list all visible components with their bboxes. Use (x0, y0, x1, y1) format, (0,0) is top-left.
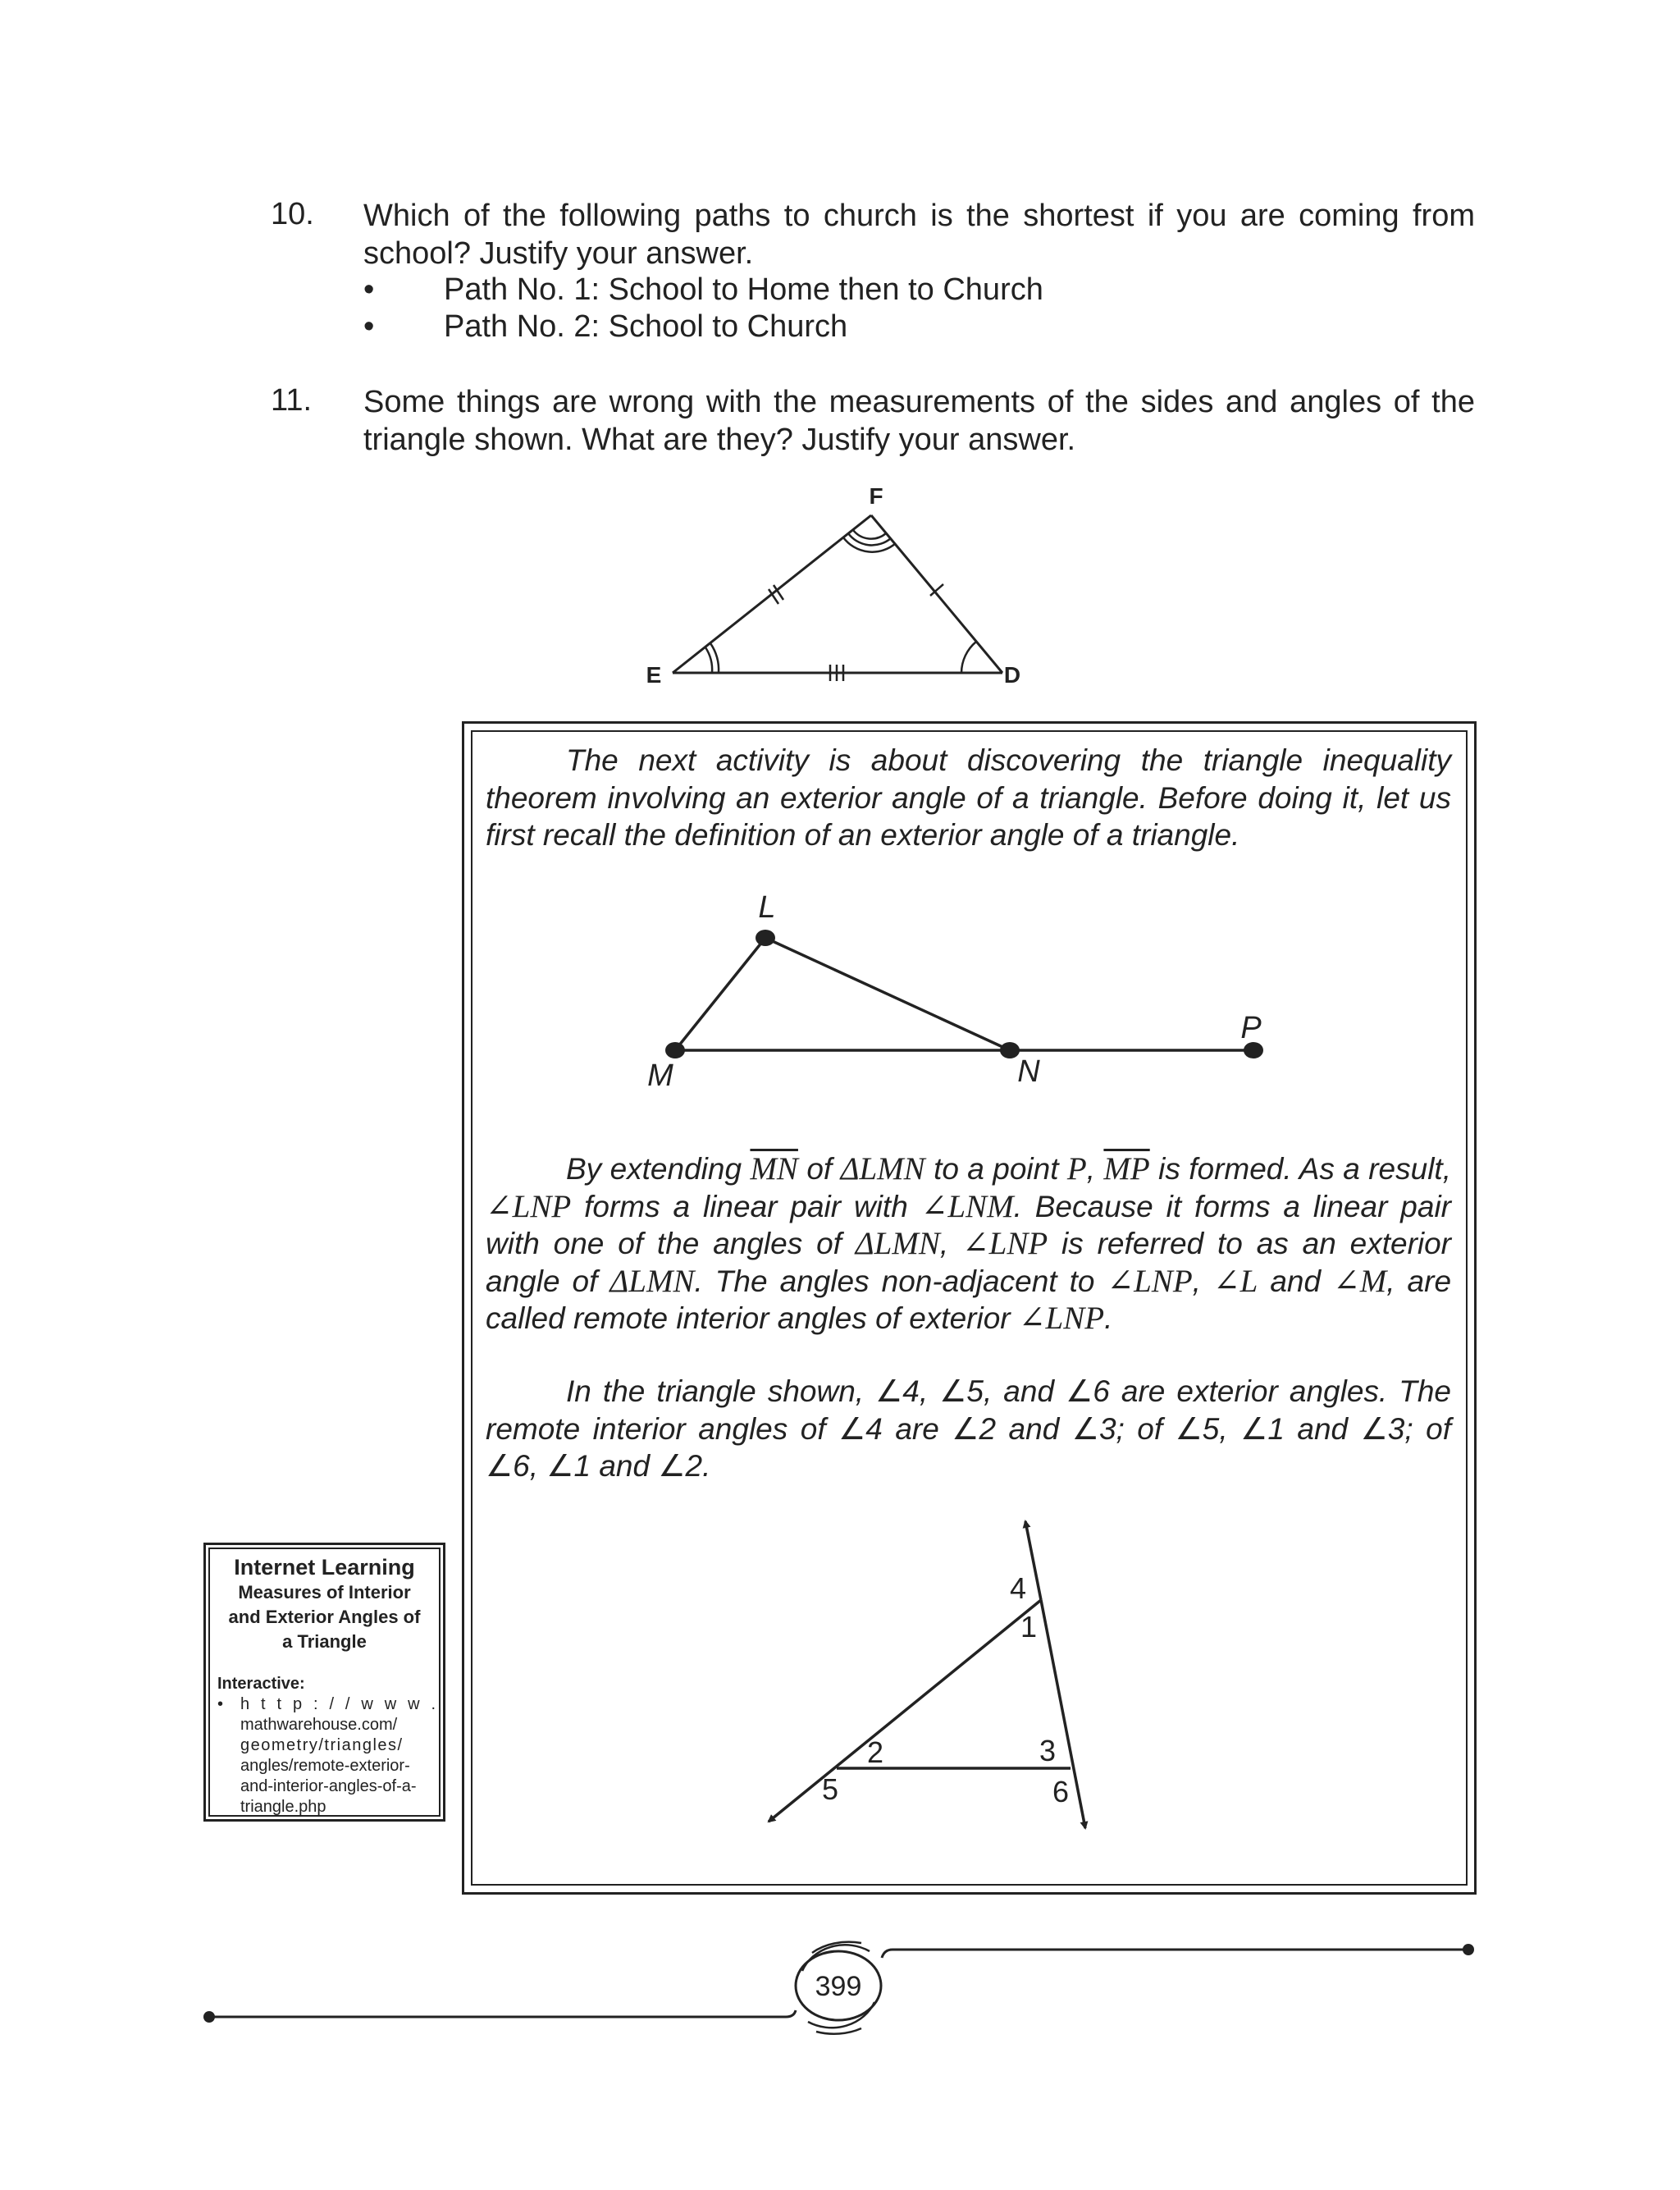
question-10-number: 10. (271, 197, 314, 231)
triangle-lmn-ref: ΔLMN (840, 1151, 925, 1186)
internet-learning-box (203, 1543, 445, 1822)
bullet-symbol: • (363, 309, 375, 344)
p2-text: , (1192, 1264, 1213, 1298)
angle-lnp-ref: ∠LNP (962, 1226, 1048, 1261)
p2-text: forms a linear pair with (571, 1189, 921, 1223)
vertex-label-e: E (646, 662, 662, 688)
activity-intro: The next activity is about discovering the triangle inequality theorem involving an exterior angle of a triangle. Before doing it, let us first recall the definition of an exterior angle of a triangle. (486, 743, 1451, 852)
angle-lnp-ref: ∠LNP (1107, 1263, 1193, 1299)
angle-lnp-ref: ∠LNP (1018, 1301, 1105, 1336)
bullet-text: Path No. 2: School to Church (444, 309, 848, 344)
point-label-p: P (1240, 1011, 1262, 1045)
angle-lnm-ref: ∠LNM (920, 1188, 1014, 1224)
url-line-4[interactable]: angles/remote-exterior- (240, 1757, 410, 1775)
vertex-label-d: D (1003, 662, 1021, 688)
p2-text: . Because it forms a linear pair with one of the angles of (486, 1189, 1452, 1260)
exterior-angles-figure (462, 1502, 1477, 1846)
url-line-5[interactable]: and-interior-angles-of-a- (240, 1777, 417, 1795)
angle-m-ref: ∠M (1333, 1263, 1387, 1299)
p2-text: of (797, 1152, 841, 1186)
angle-label-1: 1 (1020, 1610, 1038, 1644)
p2-text: , (1086, 1152, 1104, 1186)
angle-lnp-ref: ∠LNP (486, 1188, 572, 1224)
internet-learning-subtitle-2: and Exterior Angles of (228, 1607, 421, 1627)
p2-text: , are called remote interior angles of exterior (486, 1264, 1452, 1335)
p2-text: is referred to as an exterior angle of (486, 1227, 1452, 1298)
question-10-text: Which of the following paths to church is the shortest if you are coming from school? Justify your answer. (363, 199, 1475, 271)
p2-text: By extending (566, 1152, 751, 1186)
point-p-ref: P (1066, 1151, 1087, 1186)
activity-paragraph-3: In the triangle shown, ∠4, ∠5, and ∠6 are exterior angles. The remote interior angles of ∠4 are ∠2 and ∠3; of ∠5, ∠1 and ∠3; of ∠6, ∠1 and ∠2. (486, 1374, 1451, 1483)
internet-learning-subtitle-3: a Triangle (282, 1631, 367, 1652)
internet-learning-subtitle-1: Measures of Interior (238, 1582, 411, 1602)
url-line-6[interactable]: triangle.php (240, 1798, 326, 1816)
activity-paragraph-2 (486, 1150, 1451, 1337)
question-11-number: 11. (271, 383, 313, 418)
page-number: 399 (815, 1971, 862, 2002)
p2-text: , (939, 1227, 962, 1260)
segment-mp: $\overline{MP}$ (1103, 1151, 1150, 1186)
angle-l-ref: ∠L (1212, 1263, 1258, 1299)
segment-mn: $\overline{MN}$ (750, 1151, 798, 1186)
point-label-m: M (647, 1058, 673, 1093)
bullet-text: Path No. 1: School to Home then to Church (444, 272, 1043, 307)
p2-text: and (1258, 1264, 1334, 1298)
url-bullet: • (217, 1695, 224, 1713)
triangle-lmn-ref: ΔLMN (609, 1263, 695, 1299)
angle-label-2: 2 (867, 1735, 884, 1769)
angle-label-3: 3 (1039, 1734, 1057, 1767)
triangle-lmn-ref: ΔLMN (855, 1226, 940, 1261)
bullet-symbol: • (363, 272, 375, 307)
vertex-label-f: F (869, 483, 883, 509)
url-line-2[interactable]: mathwarehouse.com/ (240, 1716, 398, 1734)
triangle-def-figure (0, 0, 1680, 722)
url-line-1[interactable]: h t t p : / / w w w . (240, 1695, 436, 1713)
p2-text: . (1104, 1301, 1113, 1335)
angle-label-6: 6 (1052, 1775, 1070, 1808)
url-line-3[interactable]: geometry/triangles/ (240, 1736, 404, 1754)
p2-text: to a point (924, 1152, 1067, 1186)
p2-text: is formed. As a result, (1149, 1152, 1451, 1186)
question-11-text: Some things are wrong with the measurements of the sides and angles of the triangle shown. What are they? Justify your answer. (363, 385, 1475, 457)
point-label-l: L (758, 890, 776, 925)
angle-label-5: 5 (822, 1772, 839, 1806)
angle-label-4: 4 (1010, 1571, 1027, 1605)
point-label-n: N (1017, 1054, 1040, 1089)
internet-learning-title: Internet Learning (234, 1555, 415, 1580)
p2-text: . The angles non-adjacent to (694, 1264, 1107, 1298)
interactive-label: Interactive: (217, 1675, 305, 1693)
exterior-angle-figure (462, 886, 1477, 1100)
